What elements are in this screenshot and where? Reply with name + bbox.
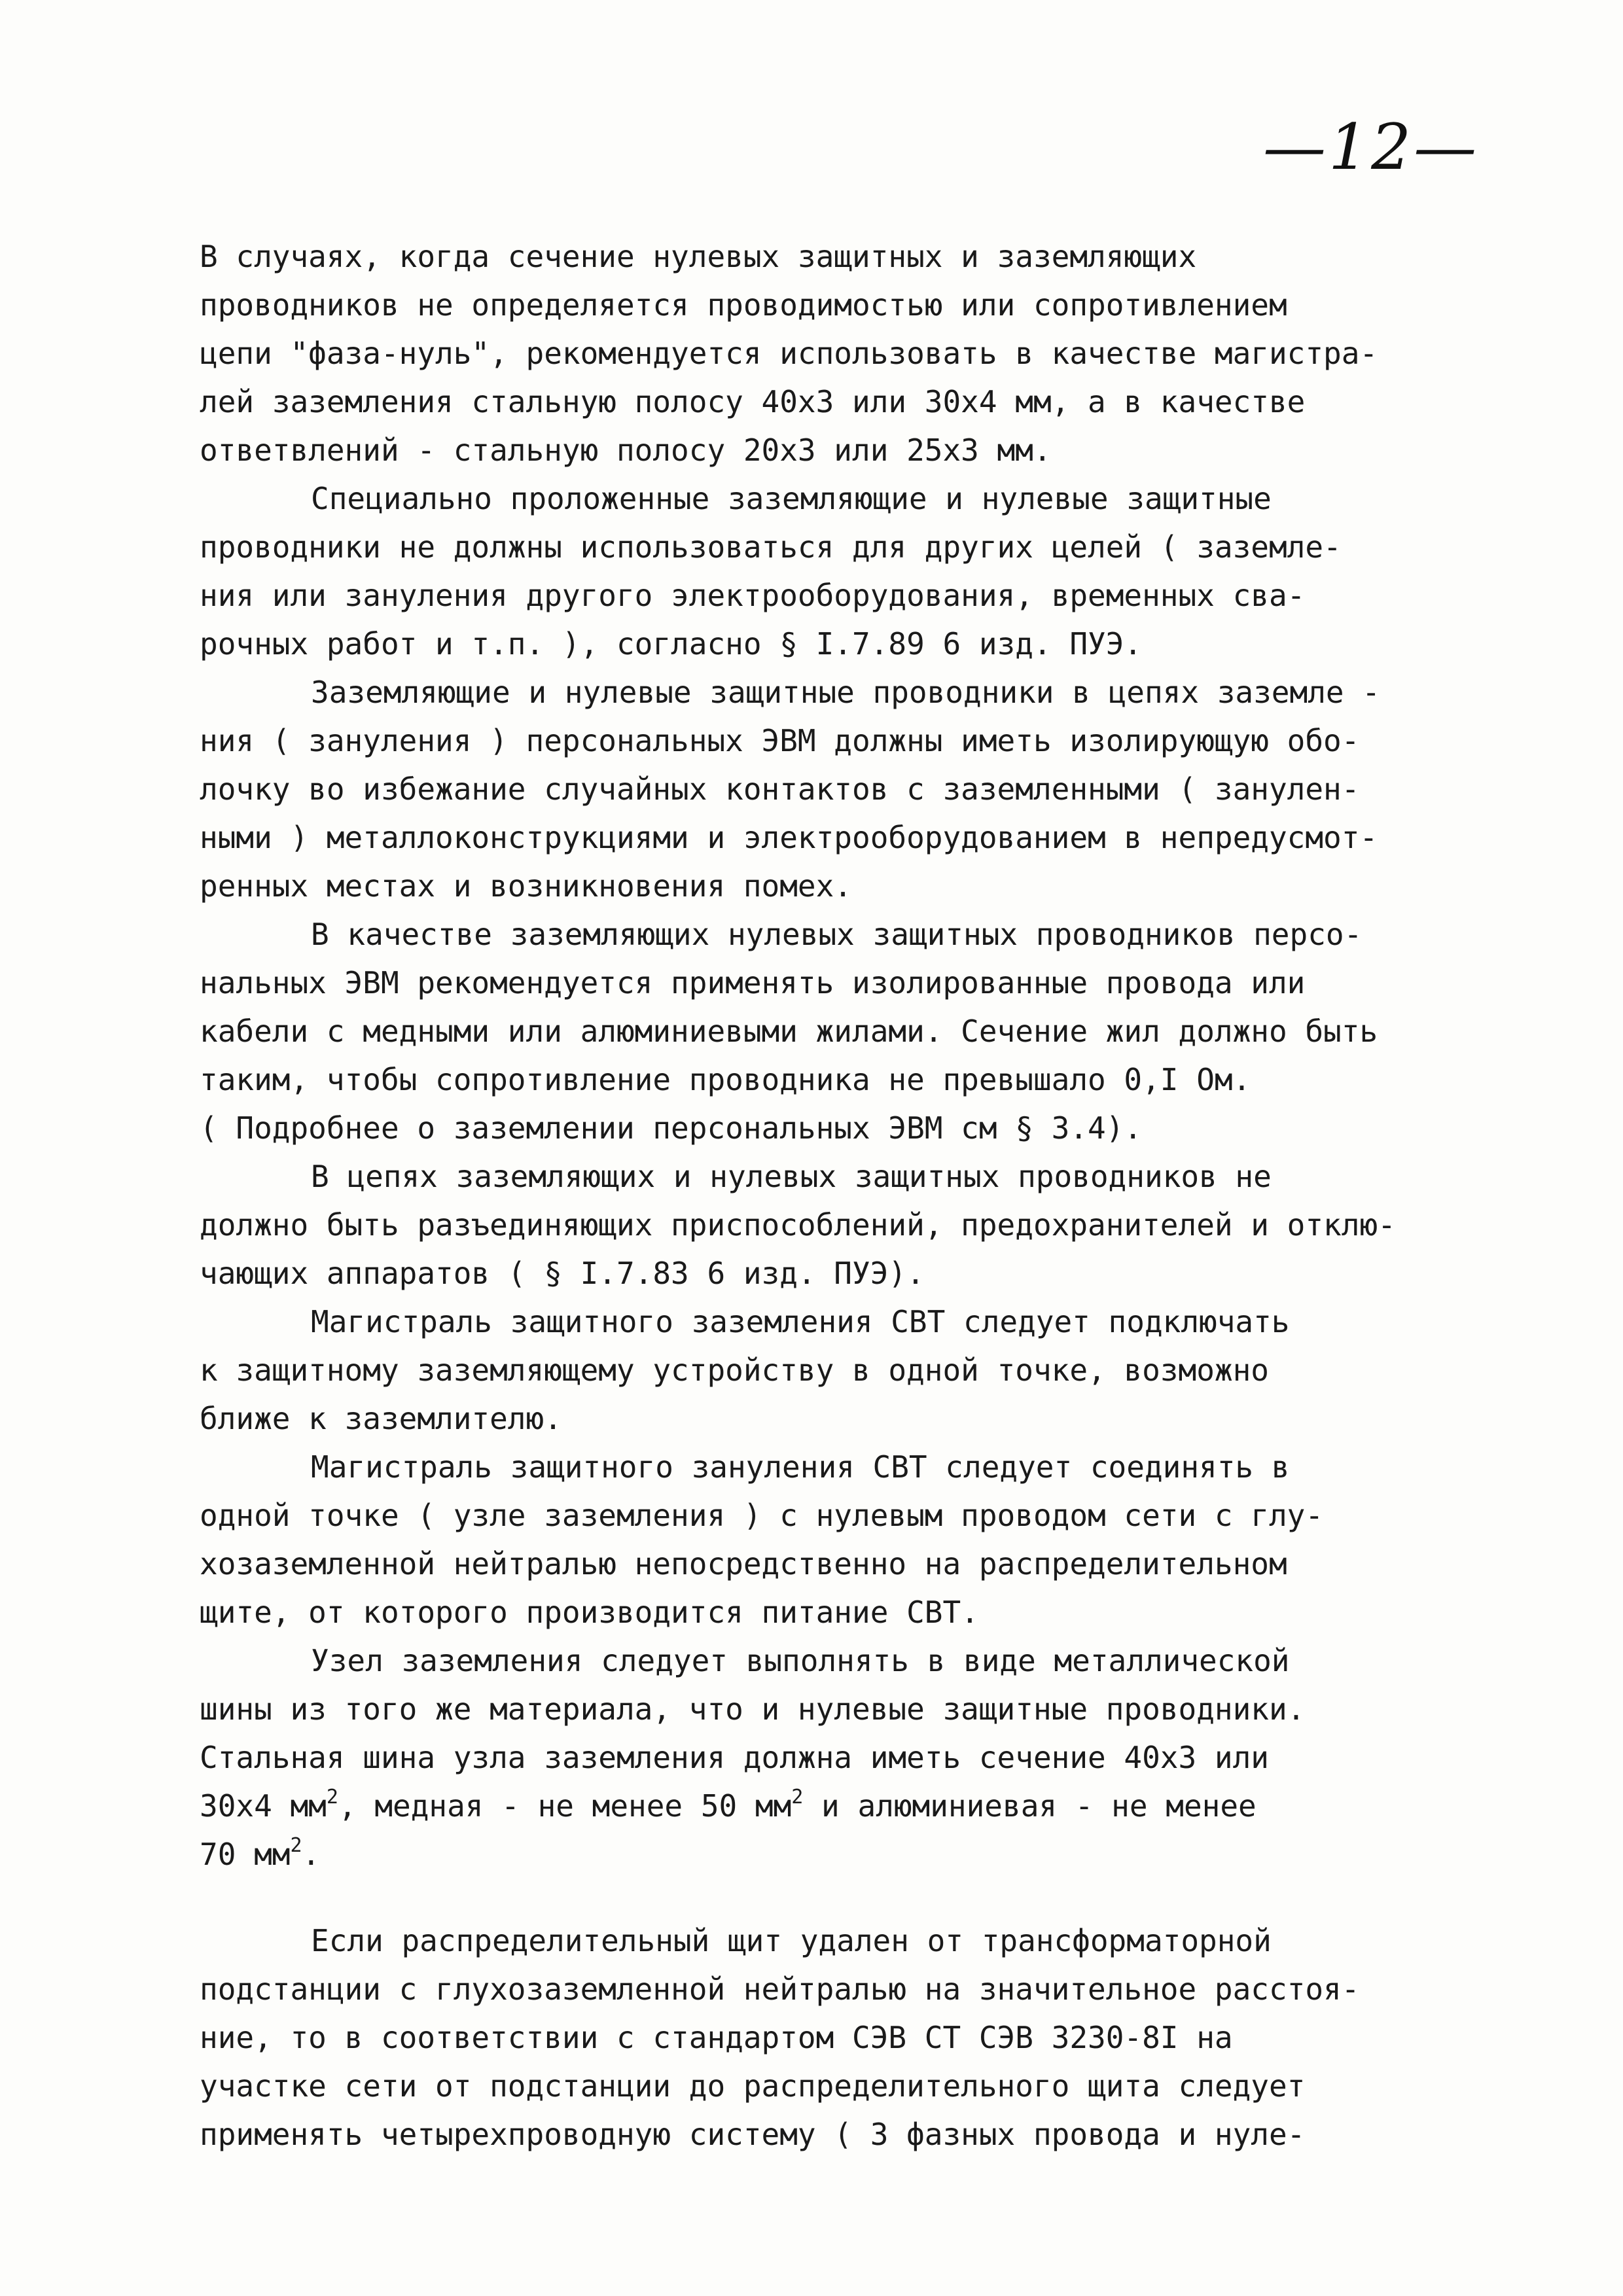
- text-fragment: , медная - не менее 50 мм: [338, 1788, 792, 1824]
- text-fragment: .: [302, 1837, 321, 1872]
- text-line: кабели с медными или алюминиевыми жилами. Сечение жил должно быть: [200, 1014, 1378, 1049]
- superscript: 2: [791, 1785, 804, 1809]
- text-line: Специально проложенные заземляющие и нулевые защитные: [311, 481, 1272, 516]
- text-line: ответвлений - стальную полосу 20х3 или 25х3 мм.: [200, 433, 1052, 468]
- text-line: Заземляющие и нулевые защитные проводники в цепях заземле -: [311, 675, 1380, 710]
- text-line: проводников не определяется проводимостью или сопротивлением: [200, 287, 1287, 323]
- text-fragment: 30х4 мм: [200, 1788, 327, 1824]
- text-line: хозаземленной нейтралью непосредственно на распределительном: [200, 1546, 1287, 1581]
- text-line: ния или зануления другого электрооборудования, временных сва-: [200, 578, 1306, 613]
- text-line: В цепях заземляющих и нулевых защитных проводников не: [311, 1159, 1272, 1194]
- text-line: [200, 1830, 1502, 1879]
- text-line: лочку во избежание случайных контактов с заземленными ( занулен-: [200, 771, 1360, 807]
- text-line: Если распределительный щит удален от трансформаторной: [311, 1923, 1272, 1958]
- text-line: [200, 1782, 1502, 1830]
- body-text: [200, 232, 1502, 2159]
- text-line: подстанции с глухозаземленной нейтралью на значительное расстоя-: [200, 1971, 1360, 2007]
- text-line: щите, от которого производится питание СВТ.: [200, 1595, 979, 1630]
- text-line: чающих аппаратов ( § I.7.83 6 изд. ПУЭ).: [200, 1256, 925, 1291]
- superscript: 2: [290, 1833, 302, 1857]
- text-line: Магистраль защитного заземления СВТ следует подключать: [311, 1304, 1290, 1339]
- text-line: нальных ЭВМ рекомендуется применять изолированные провода или: [200, 965, 1306, 1000]
- text-line: проводники не должны использоваться для других целей ( заземле-: [200, 529, 1342, 565]
- page-number: —12—: [1263, 111, 1480, 184]
- text-line: лей заземления стальную полосу 40х3 или 30х4 мм, а в качестве: [200, 384, 1306, 419]
- text-line: ния ( зануления ) персональных ЭВМ должны иметь изолирующую обо-: [200, 723, 1360, 758]
- text-line: Магистраль защитного зануления СВТ следует соединять в: [311, 1449, 1290, 1485]
- text-line: рочных работ и т.п. ), согласно § I.7.89 6 изд. ПУЭ.: [200, 626, 1143, 662]
- text-line: к защитному заземляющему устройству в одной точке, возможно: [200, 1352, 1269, 1388]
- text-line: участке сети от подстанции до распределительного щита следует: [200, 2068, 1306, 2104]
- text-line: ( Подробнее о заземлении персональных ЭВМ см § 3.4).: [200, 1110, 1143, 1146]
- text-line: Узел заземления следует выполнять в виде металлической: [311, 1643, 1290, 1678]
- text-fragment: и алюминиевая - не менее: [803, 1788, 1257, 1824]
- text-line: одной точке ( узле заземления ) с нулевым проводом сети с глу-: [200, 1498, 1324, 1533]
- text-line: ближе к заземлителю.: [200, 1401, 562, 1436]
- text-line: применять четырехпроводную систему ( 3 фазных провода и нуле-: [200, 2117, 1306, 2152]
- text-line: ными ) металлоконструкциями и электрооборудованием в непредусмот-: [200, 820, 1378, 855]
- text-line: ренных местах и возникновения помех.: [200, 868, 852, 904]
- text-fragment: 70 мм: [200, 1837, 291, 1872]
- text-line: ние, то в соответствии с стандартом СЭВ СТ СЭВ 3230-8I на: [200, 2020, 1233, 2055]
- text-line: таким, чтобы сопротивление проводника не превышало 0,I Ом.: [200, 1062, 1251, 1097]
- text-line: В случаях, когда сечение нулевых защитных и заземляющих: [200, 239, 1197, 274]
- text-line: шины из того же материала, что и нулевые защитные проводники.: [200, 1691, 1306, 1727]
- text-line: Стальная шина узла заземления должна иметь сечение 40х3 или: [200, 1740, 1269, 1775]
- superscript: 2: [326, 1785, 338, 1809]
- text-line: цепи "фаза-нуль", рекомендуется использовать в качестве магистра-: [200, 336, 1378, 371]
- text-line: В качестве заземляющих нулевых защитных проводников персо-: [311, 917, 1363, 952]
- text-line: должно быть разъединяющих приспособлений, предохранителей и отклю-: [200, 1207, 1396, 1243]
